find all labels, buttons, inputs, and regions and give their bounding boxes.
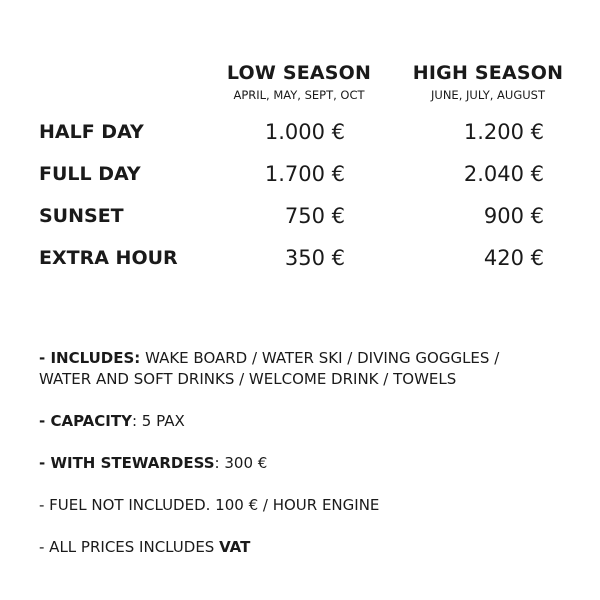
vat-label: VAT	[219, 538, 251, 556]
row-label: FULL DAY	[39, 163, 141, 185]
low-season-price: 350 €	[284, 246, 345, 270]
low-season-price: 1.000 €	[264, 120, 345, 144]
row-label: EXTRA HOUR	[39, 247, 178, 269]
stewardess-note	[39, 453, 569, 474]
vat-text: - ALL PRICES INCLUDES	[39, 538, 220, 556]
stewardess-price: : 300 €	[214, 454, 268, 472]
row-label: HALF DAY	[39, 121, 144, 143]
price-row-extra-hour	[0, 245, 600, 271]
fuel-note: - FUEL NOT INCLUDED. 100 € / HOUR ENGINE	[39, 496, 380, 514]
high-season-months: JUNE, JULY, AUGUST	[431, 88, 545, 102]
high-season-price: 900 €	[483, 204, 544, 228]
stewardess-label: - WITH STEWARDESS	[39, 454, 215, 472]
includes-label: - INCLUDES:	[39, 349, 141, 367]
high-season-price: 1.200 €	[463, 120, 544, 144]
capacity-value: : 5 PAX	[131, 412, 185, 430]
low-season-price: 1.700 €	[264, 162, 345, 186]
high-season-price: 420 €	[483, 246, 544, 270]
high-season-header	[393, 62, 583, 102]
price-row-full-day	[0, 161, 600, 187]
low-season-header	[204, 62, 394, 102]
capacity-note	[39, 411, 569, 432]
includes-text-line-2: WATER AND SOFT DRINKS / WELCOME DRINK / TOWELS	[39, 370, 457, 388]
includes-text-line-1: WAKE BOARD / WATER SKI / DIVING GOGGLES /	[140, 349, 500, 367]
price-row-sunset	[0, 203, 600, 229]
low-season-title: LOW SEASON	[226, 62, 372, 84]
high-season-title: HIGH SEASON	[412, 62, 564, 84]
capacity-label: - CAPACITY	[39, 412, 132, 430]
low-season-price: 750 €	[284, 204, 345, 228]
high-season-price: 2.040 €	[463, 162, 544, 186]
includes-note	[39, 348, 569, 390]
row-label: SUNSET	[39, 205, 124, 227]
low-season-months: APRIL, MAY, SEPT, OCT	[233, 88, 365, 102]
vat-note	[39, 537, 569, 558]
price-row-half-day	[0, 119, 600, 145]
terms-notes	[39, 348, 569, 579]
